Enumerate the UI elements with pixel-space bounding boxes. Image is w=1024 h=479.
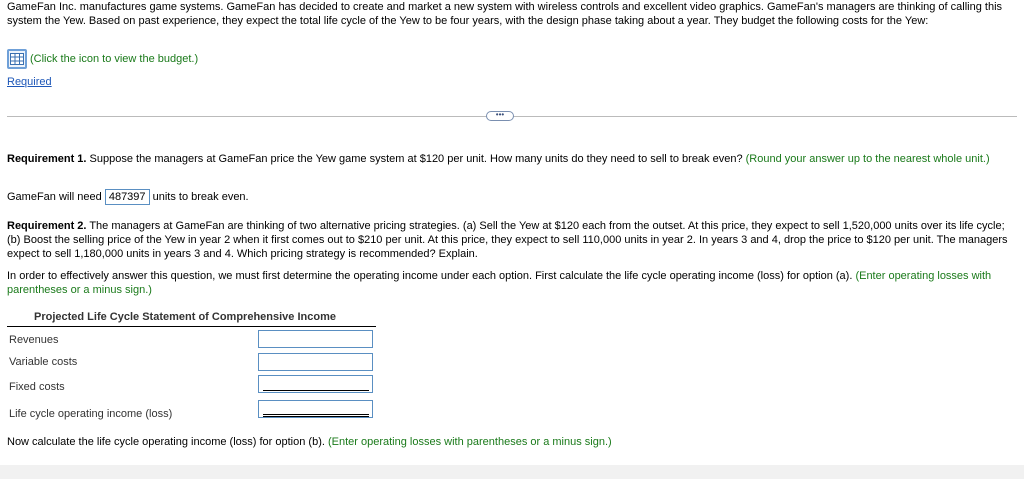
problem-intro: GameFan Inc. manufactures game systems. GameFan has decided to create and market a new system with wireless controls and excellent video graphics. GameFan's managers are thinking of calling this system the Yew. Based on past experience, they expect the total life cycle of the Yew to be four years, with the design phase taking about a year. They budget the following costs for the Yew: [7,1,1003,27]
income-statement-title-text: Projected Life Cycle Statement of Comprehensive Income [34,311,336,323]
requirement-1-heading: Requirement 1. [7,153,87,165]
requirement-1-text: Suppose the managers at GameFan price the Yew game system at $120 per unit. How many units do they need to sell to break even? [86,153,746,165]
requirement-2-heading: Requirement 2. [7,220,87,232]
operating-income-label: Life cycle operating income (loss) [9,408,173,420]
instruction-text: In order to effectively answer this question, we must first determine the operating income under each option. First calculate the life cycle operating income (loss) for option (a). [7,270,856,282]
income-statement-title [7,311,376,327]
variable-costs-label: Variable costs [9,356,78,368]
requirement-1-hint: (Round your answer up to the nearest whole unit.) [745,153,990,165]
option-b-text: Now calculate the life cycle operating income (loss) for option (b). [7,436,328,448]
budget-row [7,47,198,71]
requirement-1-answer [7,189,1012,205]
subtotal-rule [263,390,369,391]
answer-suffix: units to break even. [149,190,249,203]
view-budget-link[interactable]: (Click the icon to view the budget.) [30,53,199,65]
answer-prefix: GameFan will need [7,190,105,203]
requirement-2-instruction [7,269,1012,297]
revenues-input[interactable] [258,330,373,348]
instruction-hint: (Enter operating losses with parentheses or a minus sign.) [7,270,992,296]
option-b-prompt [7,435,1012,449]
option-b-hint: (Enter operating losses with parentheses or a minus sign.) [327,436,612,448]
variable-costs-input[interactable] [258,353,373,371]
requirement-2-text: The managers at GameFan are thinking of two alternative pricing strategies. (a) Sell the Yew at $120 each from the outset. At this price, they expect to sell 1,520,000 units over its life cycle; (b) Boost the selling price of the Yew in year 2 when it first comes out to $210 per unit. At this price, they expect to sell 110,000 units in year 2. In years 3 and 4, drop the price to $120 per unit. The managers expect to sell 1,180,000 units in years 3 and 4. Which pricing strategy is recommended? Explain. [7,220,1008,260]
break-even-units-input[interactable]: 487397 [105,189,150,205]
expand-button[interactable]: ••• [486,111,514,121]
table-grid-icon[interactable] [7,49,27,69]
bottom-bar [0,465,1024,479]
fixed-costs-label: Fixed costs [9,381,65,393]
required-link[interactable]: Required [7,76,52,88]
total-double-rule [263,414,369,417]
requirement-1-question [7,152,1012,166]
requirement-2-question [7,219,1012,261]
revenues-label: Revenues [9,334,59,346]
